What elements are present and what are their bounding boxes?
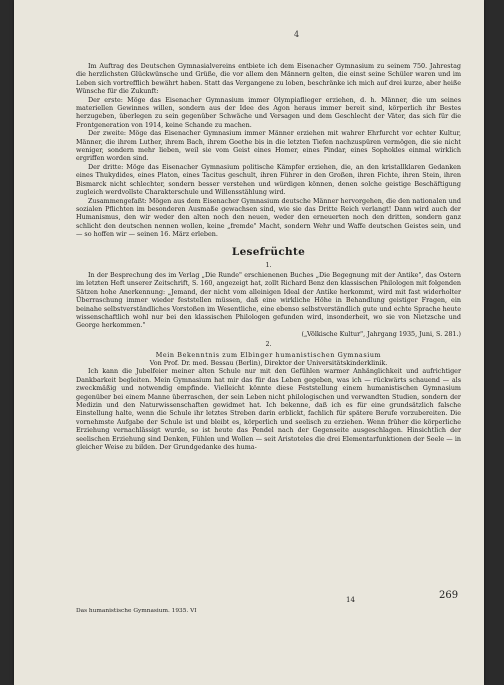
section-number: 2. [265,340,272,349]
paragraph: Der dritte: Möge das Eisenacher Gymnasium politische Kämpfer erziehen, die, an den kristallklaren Gedanken eines Thukydides, eines Platon, eines Tacitus geschult, ihren Führer in den Großen, ihren Fichte, ihren Stein, ihren Bismarck nicht schlechter, sondern besser verstehen und würdigen können, denen solche geistige Beschäftigung zugleich werdvollste Charakterschule und Willensstählung wird. [76,162,461,197]
section-author: Von Prof. Dr. med. Bessau (Berlin), Direktor der Universitätskinderklinik. [149,359,388,367]
section-heading: Lesefrüchte [231,245,306,258]
paragraph: Im Auftrag des Deutschen Gymnasialvereins entbiete ich dem Eisenacher Gymnasium zu seinem 750. Jahrestag die herzlichsten Glückwünsche und Grüße, die vor allem den Männern gelten, die einst seine Schüler waren und im Leben sich vortrefflich bewährt haben. Statt das Vergangene zu loben, beschränke ich mich auf drei kurze, aber heiße Wünsche für die Zukunft: [76,62,462,96]
quote-source: („Völkische Kultur", Jahrgang 1935, Juni, S. 281.) [301,329,461,338]
section-title: Mein Bekenntnis zum Elbinger humanistischen Gymnasium [155,350,382,359]
paragraph: Ich kann die Jubelfeier meiner alten Schule nur mit den Gefühlen warmer Anhänglichkeit und aufrichtiger Dankbarkeit begleiten. Mein Gymnasium hat mir das für das Leben gegeben, was ich — rückwärts schauend — als zweckmäßig und notwendig empfinde. Vielleicht könnte diese Feststellung einem humanistischen Gymnasium gegenüber bei einem Manne überraschen, der sein Leben nicht philologischen und verwandten Studien, sondern der Medizin und den Naturwissenschaften gewidmet hat. Ich bekenne, daß ich es für eine grundsätzlich falsche Einstellung halte, wenn die Schule ihr letztes Streben darin erblickt, fachlich für spätere Berufe vorzubereiten. Die vornehmste Aufgabe der Schule ist und bleibt es, körperlich und seelisch zu erziehen. Wenn früher die körperliche Erziehung vernachlässigt wurde, so ist heute das Pendel nach der Gegenseite ausgeschlagen. Hinsichtlich der seelischen Erziehung sind Denken, Fühlen und Wollen — seit Aristoteles die drei Elementarfunktionen der Seele — in gleicher Weise zu bilden. Der Grundgedanke des huma- [76,367,461,452]
paragraph: Der zweite: Möge das Eisenacher Gymnasium immer Männer erziehen mit wahrer Ehrfurcht vor echter Kultur, Männer, die ihrem Luther, ihrem Bach, ihrem Goethe bis in die letzten Tiefen nachzuspüren vermögen, die sie nicht weniger, sondern mehr lieben, weil sie vom Geist eines Homer, eines Pindar, eines Sophokles einmal wirklich ergriffen worden sind. [76,129,461,163]
paragraph: In der Besprechung des im Verlag „Die Runde" erschienenen Buches „Die Begegnung mit der Antike", das Ostern im letzten Heft unserer Zeitschrift, S. 160, angezeigt hat, zollt Richard Benz den klassischen Philologen mit folgenden Sätzen hohe Anerkennung: „Jemand, der nicht vom alleinigen Ideal der Antike herkommt, wird mit fast widerholter Überraschung immer wieder feststellen müssen, daß eine wirkliche Höhe in Behandlung geistiger Fragen, ein beinahe selbstverständliches Vorstoßen im Wesentliche, eine ebenso selbstverständlich gute und echte Sprache heute wissenschaftlich wohl nur bei den klassischen Philologen gefunden wird, insonderheit, wo sie von Nietzsche und George herkommen." [76,270,461,330]
footer-journal: Das humanistische Gymnasium. 1935. VI [76,608,197,614]
page-number: 269 [439,590,459,601]
paragraph: Zusammengefaßt: Mögen aus dem Eisenacher Gymnasium deutsche Männer hervorgehen, die den nationalen und sozialen Pflichten im besonderen Ausmaße gewachsen sind, wie sie das Dritte Reich verlangt! Dann wird auch der Humanismus, den wir weder den alten noch den neuen, weder den erneuerten noch den dritten, sondern ganz schlicht den deutschen nennen wollen, keine „fremde" Macht, sondern Wehr und Waffe deutschen Geistes sein, und — so hoffen wir — seinen 16. März erleben. [76,196,461,239]
paragraph: Der erste: Möge das Eisenacher Gymnasium immer Olympiaflieger erziehen, d. h. Männer, die um seines materiellen Gewinnes willen, sondern aus der Idee des Agon heraus immer bereit sind, körperlich ihr Bestes herzugeben, überlegen zu sein gegenüber Schwäche und Versagen und dem Geschlecht der Väter, das sich für die Frontgeneration von 1914, keine Schande zu machen. [76,95,461,129]
document-page [14,0,484,685]
header-mark: 4 [294,30,300,39]
footer-sheet-number: 14 [346,596,355,604]
page-body [76,62,461,451]
section-number: 1. [265,260,272,269]
